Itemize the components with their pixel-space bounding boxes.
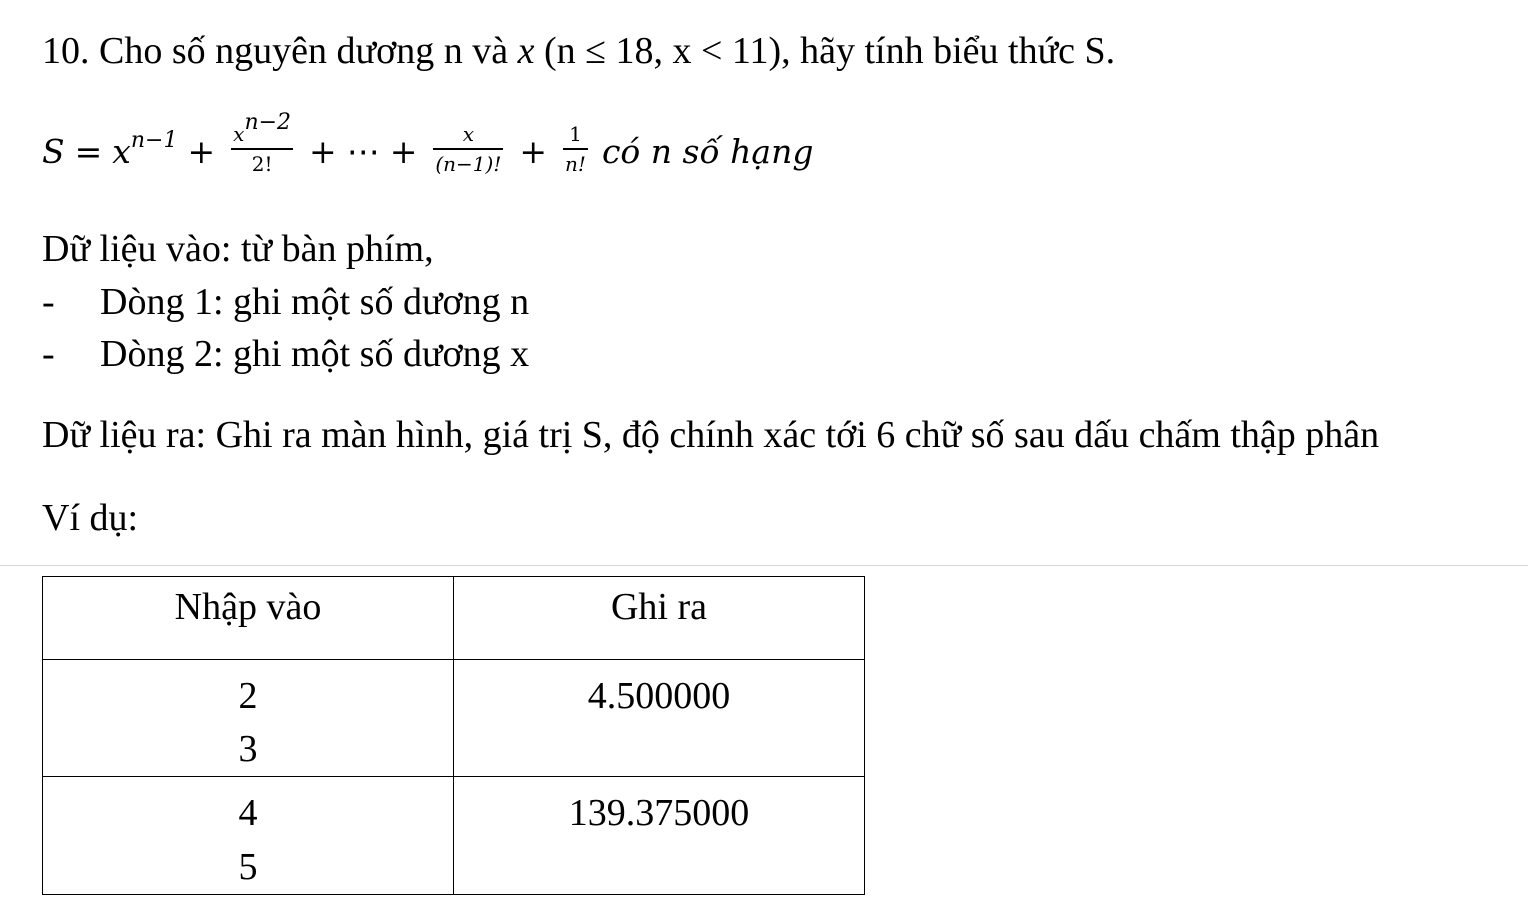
formula-ellipsis: ⋯ (346, 131, 380, 171)
input-item: - Dòng 2: ghi một số dương x (42, 333, 530, 375)
cell-input: 4 5 (43, 777, 454, 894)
cell-output: 4.500000 (454, 660, 865, 777)
formula-fraction-3: $\frac{1}{n!}$ (565, 122, 586, 176)
formula (42, 108, 813, 194)
divider (0, 565, 1528, 566)
problem-intro: Cho số nguyên dương n và (99, 30, 509, 72)
table-row (43, 777, 865, 894)
cell-input: 2 3 (43, 660, 454, 777)
problem-number: 10. (42, 30, 90, 72)
header-output: Ghi ra (454, 577, 865, 660)
formula-term1: $x^{n-1}$ (112, 127, 178, 171)
variable-x: x (517, 30, 535, 72)
input-heading: Dữ liệu vào: từ bàn phím, (42, 228, 434, 270)
problem-constraints: (n ≤ 18, x < 11), hãy tính biểu thức S. (543, 30, 1116, 72)
problem-statement (42, 32, 1115, 70)
formula-lhs: S (42, 131, 65, 171)
formula-fraction-1: $\frac{x^{n-2}}{2!}$ (233, 110, 292, 176)
formula-plus: + (309, 131, 337, 171)
formula-plus: + (519, 131, 548, 171)
formula-plus: + (389, 131, 418, 171)
formula-trailing: có n số hạng (601, 131, 814, 171)
formula-equals: = (74, 131, 103, 171)
output-heading: Dữ liệu ra: Ghi ra màn hình, giá trị S, độ chính xác tới 6 chữ số sau dấu chấm thập phân (42, 414, 1380, 456)
examples-table (42, 576, 865, 895)
table-row (43, 660, 865, 777)
formula-fraction-2: $\frac{x}{(n-1)!}$ (435, 122, 502, 176)
cell-output: 139.375000 (454, 777, 865, 894)
formula-plus: + (187, 131, 216, 171)
example-heading: Ví dụ: (42, 497, 139, 539)
table-header-row (43, 577, 865, 660)
input-item: - Dòng 1: ghi một số dương n (42, 281, 530, 323)
header-input: Nhập vào (43, 577, 454, 660)
